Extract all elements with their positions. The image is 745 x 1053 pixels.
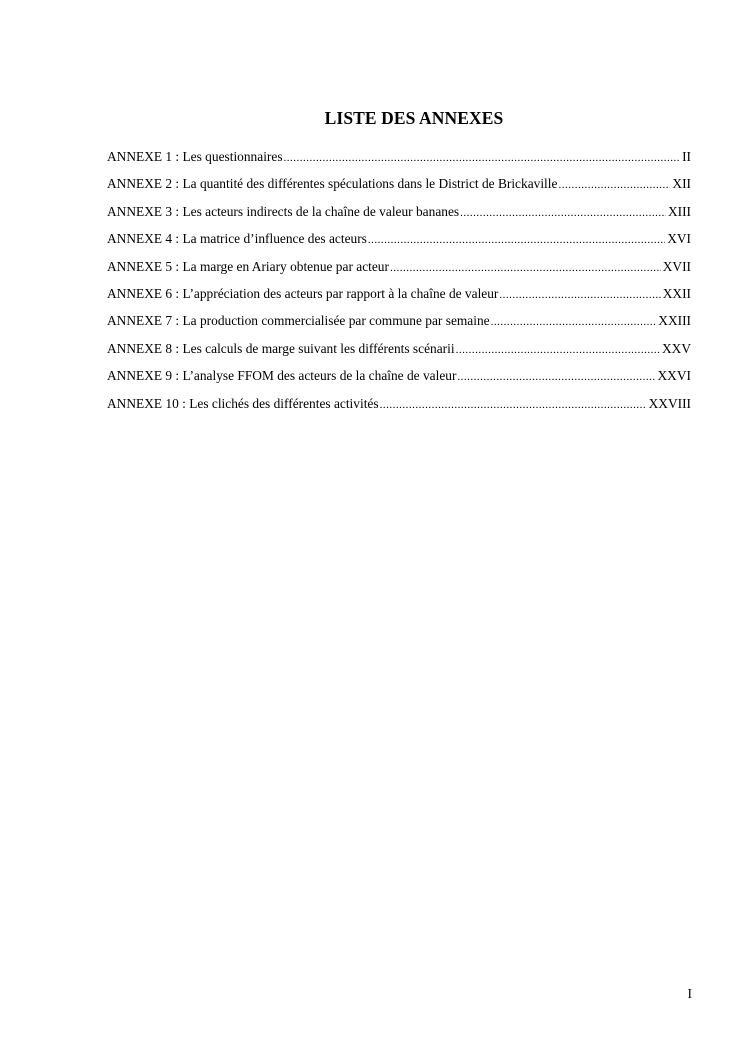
dot-leader <box>491 316 657 328</box>
dot-leader <box>558 179 670 191</box>
toc-entry[interactable] <box>107 396 691 423</box>
toc-entry-page: XII <box>672 176 691 192</box>
toc-entry[interactable] <box>107 259 691 286</box>
dot-leader <box>390 262 661 274</box>
toc-entry-label: ANNEXE 7 : La production commercialisée par commune par semaine <box>107 313 490 329</box>
toc-entry-label: ANNEXE 1 : Les questionnaires <box>107 149 283 164</box>
toc-entry-label: ANNEXE 8 : Les calculs de marge suivant les différents scénarii <box>107 340 455 356</box>
toc-entry-label: ANNEXE 3 : Les acteurs indirects de la chaîne de valeur bananes <box>107 203 460 219</box>
toc-entry-label: ANNEXE 2 : La quantité des différentes spéculations dans le District de Brickaville <box>107 176 558 192</box>
toc-entry[interactable] <box>107 286 691 313</box>
dot-leader <box>457 371 655 383</box>
toc-entry-page: XVI <box>667 231 691 247</box>
dot-leader <box>284 152 681 164</box>
dot-leader <box>460 207 666 219</box>
toc-entry[interactable] <box>107 149 691 176</box>
page-number: I <box>687 986 692 1001</box>
toc-entry-label: ANNEXE 5 : La marge en Ariary obtenue par acteur <box>107 258 389 274</box>
dot-leader <box>499 289 660 301</box>
toc-entry-page: XIII <box>667 203 691 219</box>
toc-entry[interactable] <box>107 204 691 231</box>
toc-entry[interactable] <box>107 313 691 340</box>
toc-entry[interactable] <box>107 176 691 203</box>
toc-entry[interactable] <box>107 231 691 258</box>
toc-entry[interactable] <box>107 368 691 395</box>
toc-entry-page: XXII <box>662 285 691 301</box>
toc-entry[interactable] <box>107 341 691 368</box>
toc-entry-page: XXIII <box>658 313 691 329</box>
dot-leader <box>380 399 647 411</box>
annex-list <box>107 149 691 423</box>
toc-entry-page: XXV <box>661 340 691 356</box>
dot-leader <box>456 344 660 356</box>
toc-entry-page: XVII <box>662 258 691 274</box>
toc-entry-label: ANNEXE 6 : L’appréciation des acteurs par rapport à la chaîne de valeur <box>107 285 499 301</box>
toc-entry-label: ANNEXE 10 : Les clichés des différentes activités <box>107 395 379 411</box>
toc-entry-page: XXVIII <box>648 395 691 411</box>
toc-entry-page: II <box>682 149 691 164</box>
toc-entry-label: ANNEXE 4 : La matrice d’influence des acteurs <box>107 231 367 247</box>
dot-leader <box>368 234 665 246</box>
page-title: LISTE DES ANNEXES <box>324 107 504 128</box>
toc-entry-label: ANNEXE 9 : L’analyse FFOM des acteurs de la chaîne de valeur <box>107 368 457 384</box>
toc-entry-page: XXVI <box>657 368 691 384</box>
